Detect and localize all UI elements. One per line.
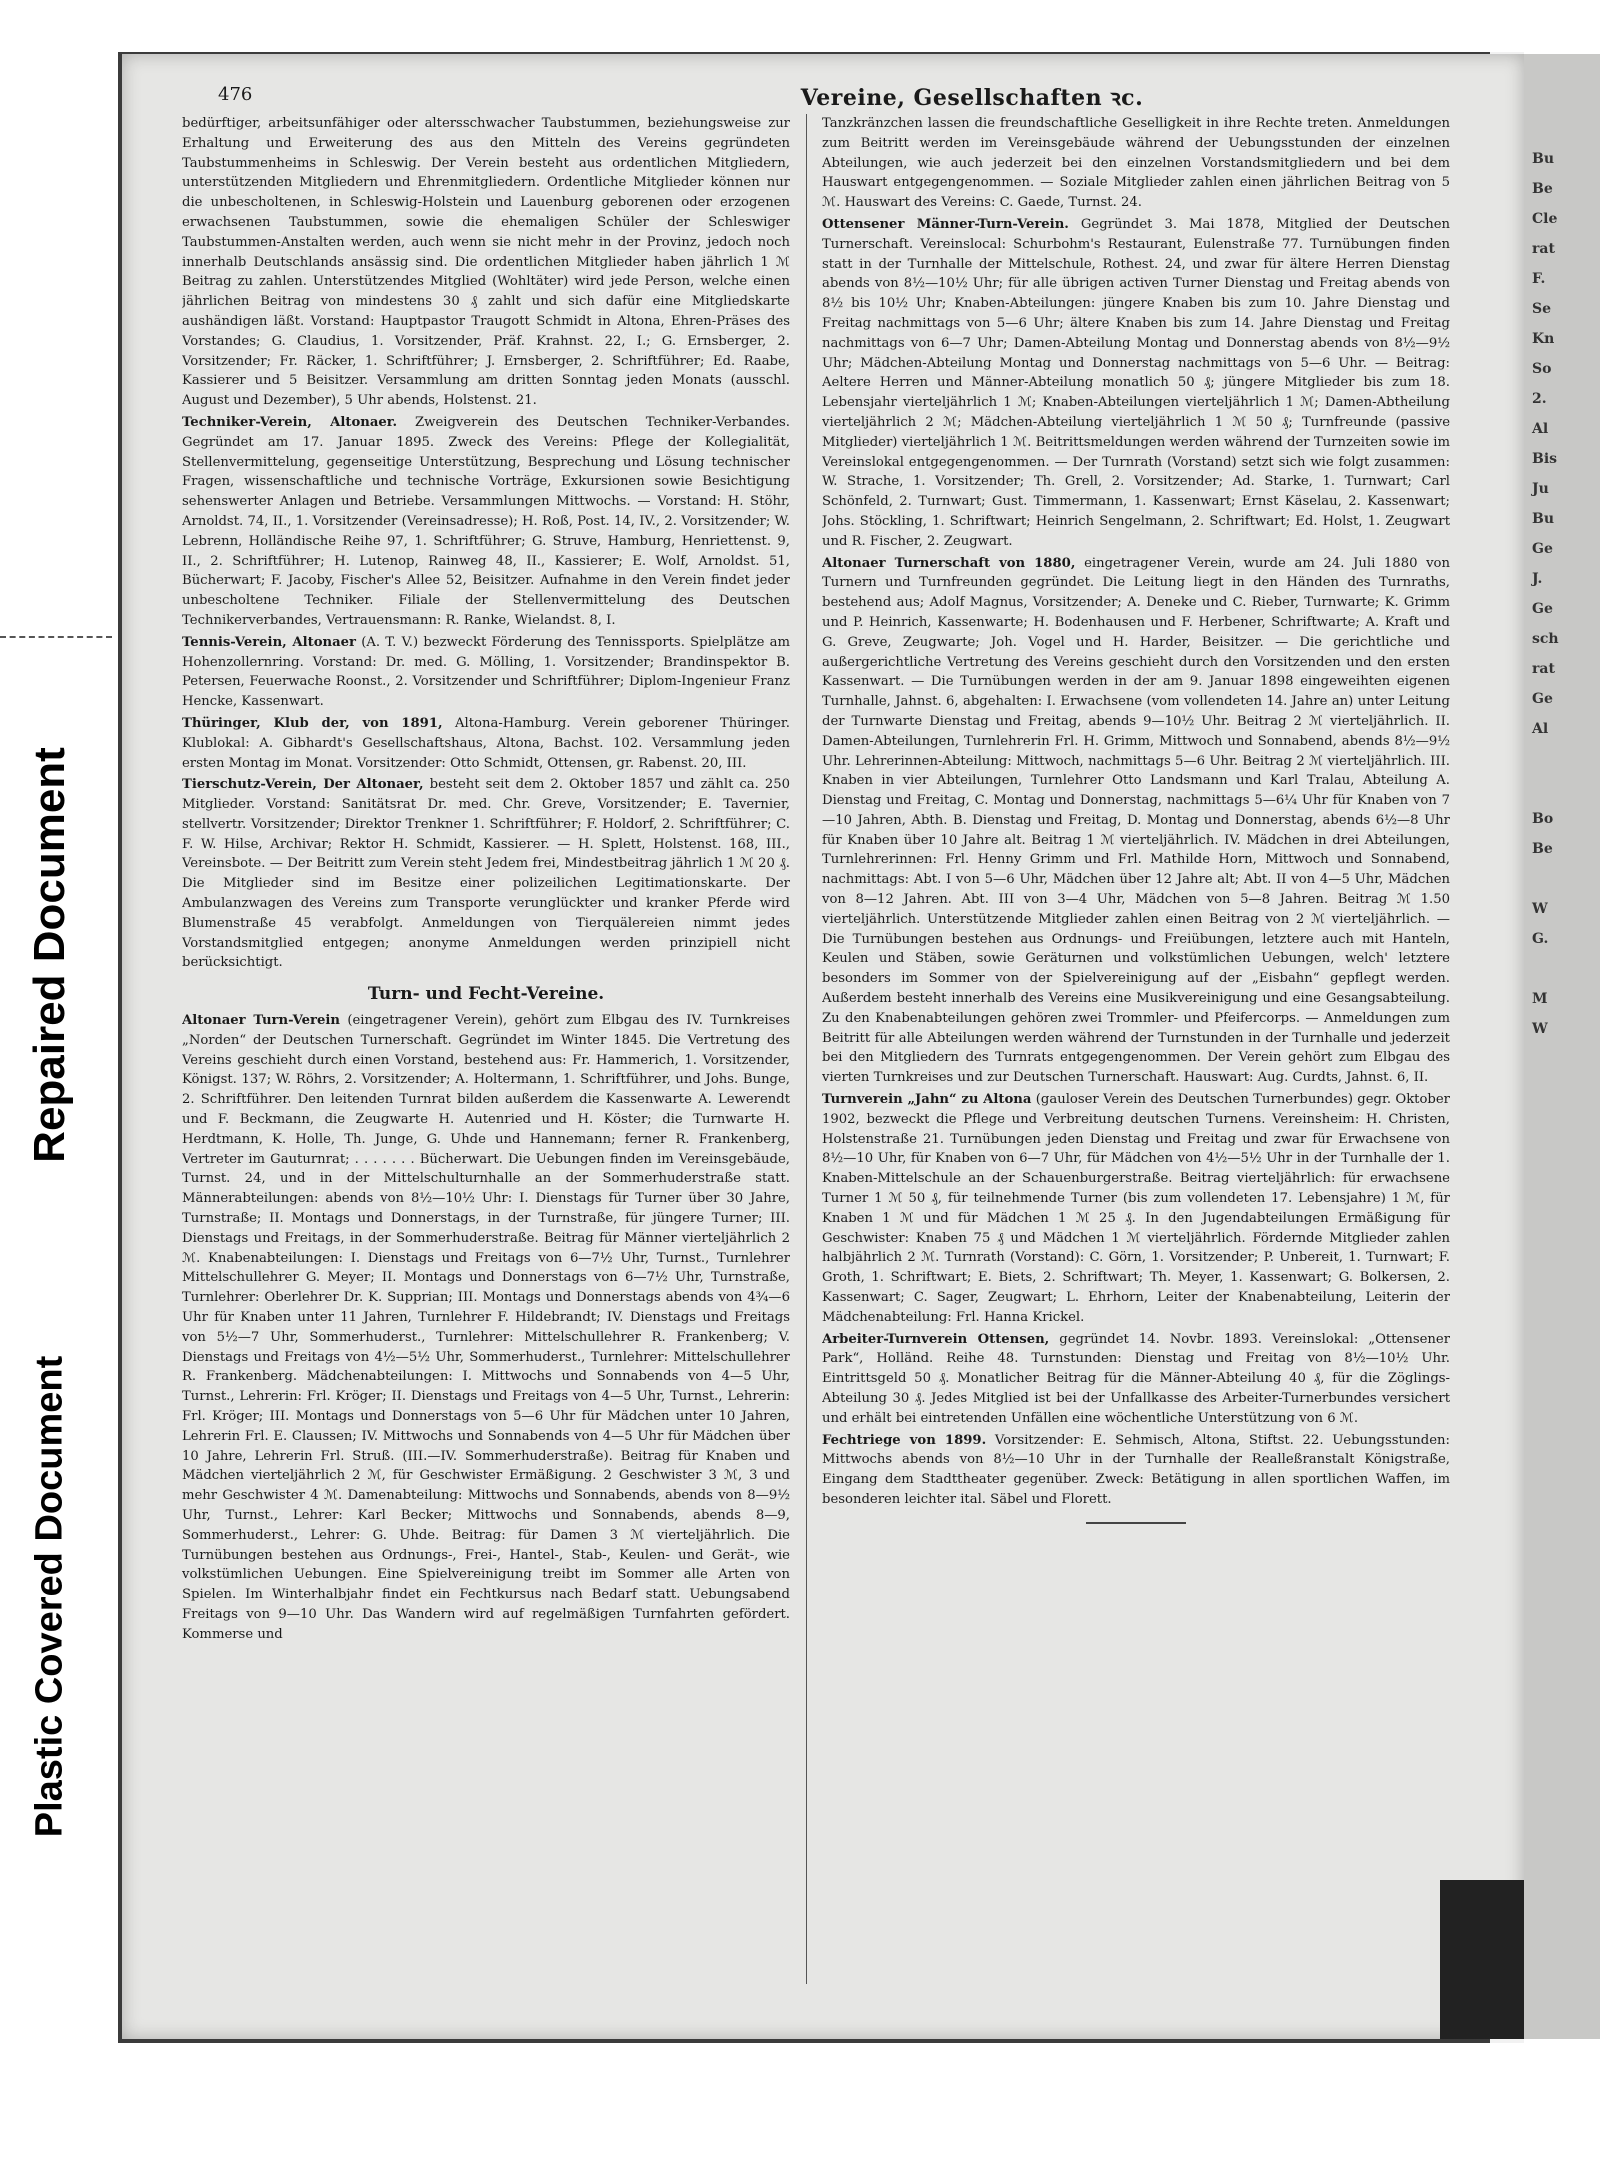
tennis-text: (A. T. V.) bezweckt Förderung des Tennissports. Spielplätze am Hohenzollernring. Vorstand: Dr. med. G. Mölling, 1. Vorsitzender; Brandinspektor B. Petersen, Feuerwache Roonst., 2. Vorsitzender und Schriftführer; Diplom-Ingenieur Franz Hencke, Kassenwart.	[182, 634, 790, 710]
turnverein-text: (eingetragener Verein), gehört zum Elbgau des IV. Turnkreises „Norden“ der Deutschen Turnerschaft. Gegründet im Winter 1845. Die Vertretung des Vereins geschieht durch einen Vorstand, bestehend aus: Fr. Hammerich, 1. Vorsitzender, Königst. 137; W. Röhrs, 2. Vorsitzender; A. Holtermann, 1. Schriftführer, und Johs. Bunge, 2. Schriftführer. Den leitenden Turnrat bilden außerdem die Kassenwarte A. Lewerendt und F. Beckmann, die Zeugwarte H. Autenried und H. Köster; die Turnwarte H. Herdtmann, K. Holle, Th. Junge, G. Uhde und Hannemann; ferner R. Frankenberg, Vertreter im Gauturnrat; . . . . . . . Bücherwart. Die Uebungen finden im Vereinsgebäude, Turnst. 24, und in der Mittelschulturnhalle an der Sommerhuderstraße statt. Männerabteilungen: abends von 8½—10½ Uhr: I. Dienstags für Turner über 30 Jahre, Turnstraße; II. Montags und Donnerstags, in der Turnstraße, für jüngere Turner; III. Dienstags und Freitags, in der Sommerhuderstraße. Beitrag für Männer vierteljährlich 2 ℳ. Knabenabteilungen: I. Dienstags und Freitags von 6—7½ Uhr, Turnst., Turnlehrer Mittelschullehrer G. Meyer; II. Montags und Donnerstags von 6—7½ Uhr, Turnstraße, Turnlehrer: Oberlehrer Dr. K. Supprian; III. Montags und Donnerstags abends von 4¾—6 Uhr für Knaben unter 11 Jahren, Turnlehrer F. Hildebrandt; IV. Dienstags und Freitags von 5½—7 Uhr, Sommerhuderst., Turnlehrer: Mittelschullehrer R. Frankenberg; V. Dienstags und Freitags von 4½—5½ Uhr, Sommerhuderst., Turnlehrer: Mittelschullehrer R. Frankenberg. Mädchenabteilungen: I. Mittwochs und Sonnabends von 4—5 Uhr, Turnst., Lehrerin: Frl. Kröger; II. Dienstags und Freitags von 4—5 Uhr, Turnst., Lehrerin: Frl. Kröger; III. Montags und Donnerstags von 5—6 Uhr für Mädchen unter 10 Jahren, Lehrerin Frl. E. Claussen; IV. Mittwochs und Sonnabends von 4—5 Uhr für Mädchen über 10 Jahre, Lehrerin Frl. Struß. (III.—IV. Sommerhuderstraße). Beitrag für Knaben und Mädchen vierteljährlich 2 ℳ, für Geschwister Ermäßigung. 2 Geschwister 3 ℳ, 3 und mehr Geschwister 4 ℳ. Damenabteilung: Mittwochs und Sonnabends, abends von 8—9½ Uhr, Turnst., Lehrer: Karl Becker; Mittwochs und Sonnabends, abends 8—9, Sommerhuderst., Lehrer: G. Uhde. Beitrag: für Damen 3 ℳ vierteljährlich. Die Turnübungen bestehen aus Ordnungs-, Frei-, Hantel-, Stab-, Keulen- und Gerät-, wie volkstümlichen Uebungen. Eine Spielvereinigung treibt im Sommer alle Arten von Spielen. Im Winterhalbjahr findet ein Fechtkursus nach Bedarf statt. Uebungsabend Freitags von 9—10 Uhr. Das Wandern wird auf regelmäßigen Turnfahrten gefördert. Kommerse und	[182, 1013, 790, 1642]
tennis-title: Tennis-Verein, Altonaer	[182, 634, 356, 650]
continuation-paragraph: Tanzkränzchen lassen die freundschaftliche Geselligkeit in ihre Rechte treten. Anmeldungen zum Beitritt werden im Vereinsgebäude während der Uebungsstunden der einzelnen Abteilungen, wie auch jederzeit bei den einzelnen Vorstandsmitgliedern und bei dem Hauswart entgegengenommen. — Soziale Mitglieder zahlen einen jährlichen Beitrag von 5 ℳ. Hauswart des Vereins: C. Gaede, Turnst. 24.	[822, 116, 1450, 211]
intro-paragraph: bedürftiger, arbeitsunfähiger oder altersschwacher Taubstummen, beziehungsweise zur Erhaltung und Erweiterung des aus den Mitteln des Vereins gegründeten Taubstummenheims in Schleswig. Der Verein besteht aus ordentlichen Mitgliedern, unterstützenden Mitgliedern und Ehrenmitgliedern. Ordentliche Mitglieder können nur die unbescholtenen, in Schleswig-Holstein und Lauenburg geborenen oder erzogenen erwachsenen Taubstummen, sowie die ehemaligen Schüler der Schleswiger Taubstummen-Anstalten werden, auch wenn sie nicht mehr in der Provinz, jedoch noch innerhalb Deutschlands ansässig sind. Die ordentlichen Mitglieder haben jährlich 1 ℳ Beitrag zu zahlen. Unterstützendes Mitglied (Wohltäter) wird jede Person, welche einen jährlichen Beitrag von mindestens 30 ₰ zahlt und sich dafür eine Mitgliedskarte aushändigen läßt. Vorstand: Hauptpastor Traugott Schmidt in Altona, Ehren-Präses des Vorstandes; G. Claudius, 1. Vorsitzender, Präf. Krahnst. 22, I.; G. Ernsberger, 2. Vorsitzender; Fr. Räcker, 1. Schriftführer; J. Ernsberger, 2. Schriftführer; Ed. Raabe, Kassierer und 5 Beisitzer. Versammlung am dritten Sonntag jeden Monats (ausschl. August und Dezember), 5 Uhr abends, Holstenst. 21.	[182, 116, 790, 409]
thueringer-entry	[182, 714, 790, 773]
turnverein-title: Altonaer Turn-Verein	[182, 1013, 340, 1029]
turnerschaft-entry	[822, 554, 1450, 1089]
turnerschaft-text: eingetragener Verein, wurde am 24. Juli 1880 von Turnern und Turnfreunden gegründet. Die Leitung liegt in den Händen des Turnraths, bestehend aus; Adolf Magnus, Vorsitzender; A. Deneke und C. Rieber, Turnwarte; K. Grimm und P. Heinrich, Kassenwarte; H. Bodenhausen und F. Herbener, Schriftwarte; A. Kraft und G. Greve, Zeugwarte; Joh. Vogel und H. Harder, Beisitzer. — Die gerichtliche und außergerichtliche Vertretung des Vereins geschieht durch den Vorsitzenden und den ersten Kassenwart. — Die Turnübungen werden in der am 9. Januar 1898 eingeweihten eigenen Turnhalle, Jahnst. 6, abgehalten: I. Erwachsene (vom vollendeten 14. Jahre an) unter Leitung der Turnwarte Dienstag und Freitag, abends 9—10½ Uhr. Beitrag 2 ℳ vierteljährlich. II. Damen-Abteilungen, Turnlehrerin Frl. H. Grimm, Mittwoch und Sonnabend, abends 8½—9½ Uhr. Lehrerinnen-Abteilung: Mittwoch, nachmittags 5—6 Uhr. Beitrag 2 ℳ vierteljährlich. III. Knaben in vier Abteilungen, Turnlehrer Otto Landsmann und Karl Tralau, Abteilung A. Dienstag und Freitag, C. Montag und Donnerstag, nachmittags 5—6¼ Uhr für Knaben von 7—10 Jahren, Abth. B. Dienstag und Freitag, D. Montag und Donnerstag, abends 6½—8 Uhr für Knaben über 10 Jahre alt. Beitrag 1 ℳ vierteljährlich. IV. Mädchen in drei Abteilungen, Turnlehrerinnen: Frl. Henny Grimm und Frl. Mathilde Horn, Mittwoch und Sonnabend, nachmittags: Abt. I von 5—6 Uhr, Mädchen über 12 Jahre alt; Abt. II von 4—5 Uhr, Mädchen von 8—12 Jahren. Abt. III von 3—4 Uhr, Mädchen von 5—8 Jahren. Beitrag ℳ 1.50 vierteljährlich. Unterstützende Mitglieder zahlen einen Beitrag von 2 ℳ vierteljährlich. — Die Turnübungen bestehen aus Ordnungs- und Freiübungen, letztere auch mit Hanteln, Keulen und Stäben, sowie Geräturnen und volkstümlichen Uebungen, welch' letztere besonders im Sommer von der Spielvereinigung auf der „Eisbahn“ gepflegt werden. Außerdem besteht innerhalb des Vereins eine Musikvereinigung und eine Gesangsabteilung. Zu den Knabenabteilungen gehören zwei Trommler- und Pfeifercorps. — Anmeldungen zum Beitritt für alle Abteilungen werden während der Turnstunden in der Turnhalle und jederzeit bei den Mitgliedern des Turnrats entgegengenommen. Der Verein gehört zum Elbgau des vierten Turnkreises und zur Deutschen Turnerschaft. Hauswart: Aug. Curdts, Jahnst. 6, II.	[822, 555, 1450, 1086]
fechtriege-title: Fechtriege von 1899.	[822, 1432, 987, 1448]
left-column	[182, 114, 790, 1979]
techniker-text: Zweigverein des Deutschen Techniker-Verbandes. Gegründet am 17. Januar 1895. Zweck des Vereins: Pflege der Kollegialität, Stellenvermittelung, gegenseitige Unterstützung, Besprechung und Lösung technischer Fragen, wissenschaftliche und technische Vorträge, Exkursionen sowie Besichtigung sehenswerter Anlagen und Betriebe. Versammlungen Mittwochs. — Vorstand: H. Stöhr, Arnoldst. 74, II., 1. Vorsitzender (Vereinsadresse); H. Roß, Post. 14, IV., 2. Vorsitzender; W. Lebrenn, Holländische Reihe 97, 1. Schriftführer; G. Struve, Hamburg, Henriettenst. 9, II., 2. Schriftführer; H. Lutenop, Rainweg 48, II., Kassierer; E. Wolf, Arnoldst. 51, Bücherwart; F. Jacoby, Fischer's Allee 52, Beisitzer. Aufnahme in den Verein findet jeder unbescholtene Techniker. Filiale der Stellenvermittelung des Deutschen Technikerverbandes, Vertrauensmann: R. Ranke, Wielandst. 8, I.	[182, 414, 790, 628]
jahn-entry	[822, 1090, 1450, 1328]
ottensener-entry	[822, 215, 1450, 552]
right-column	[822, 114, 1450, 1979]
jahn-title: Turnverein „Jahn“ zu Altona	[822, 1092, 1032, 1108]
jahn-text: (gauloser Verein des Deutschen Turnerbundes) gegr. Oktober 1902, bezweckt die Pflege und Verbreitung deutschen Turnens. Vereinsheim: H. Christen, Holstenstraße 21. Turnübungen jeden Dienstag und Freitag und zwar für Erwachsene von 8½—10 Uhr, für Knaben von 6—7 Uhr, für Mädchen von 4½—5½ Uhr in der Turnhalle der 1. Knaben-Mittelschule an der Schauenburgerstraße. Beitrag vierteljährlich: für erwachsene Turner 1 ℳ 50 ₰, für teilnehmende Turner (bis zum vollendeten 17. Lebensjahre) 1 ℳ, für Knaben 1 ℳ und für Mädchen 1 ℳ 25 ₰. In den Jugendabteilungen Ermäßigung für Geschwister: Knaben 75 ₰ und Mädchen 1 ℳ vierteljährlich. Fördernde Mitglieder zahlen halbjährlich 2 ℳ. Turnrath (Vorstand): C. Görn, 1. Vorsitzender; P. Unbereit, 1. Turnwart; F. Groth, 1. Schriftwart; E. Biets, 2. Schriftwart; Th. Meyer, 1. Kassenwart; G. Bolkersen, 2. Kassenwart; C. Sager, Zeugwart; L. Ehrhorn, Leiter der Knabenabteilung, Leiterin der Mädchenabteilung: Frl. Hanna Krickel.	[822, 1092, 1450, 1325]
tierschutz-title: Tierschutz-Verein, Der Altonaer,	[182, 777, 424, 793]
column-divider	[806, 114, 807, 1984]
side-labels	[0, 0, 100, 2177]
turnerschaft-title: Altonaer Turnerschaft von 1880,	[822, 555, 1076, 571]
ottensener-text: Gegründet 3. Mai 1878, Mitglied der Deutschen Turnerschaft. Vereinslocal: Schurbohm's Restaurant, Eulenstraße 77. Turnübungen finden statt in der Turnhalle der Mittelschule, Rothest. 24, und zwar für ältere Herren Dienstag abends von 8½—10½ Uhr; für alle übrigen activen Turner Dienstag und Freitag abends von 8½ bis 10½ Uhr; Knaben-Abteilungen: jüngere Knaben bis zum 10. Jahre Dienstag und Freitag nachmittags von 5—6 Uhr; ältere Knaben bis zum 14. Jahre Dienstag und Freitag nachmittags von 6—7 Uhr; Damen-Abteilung Montag und Donnerstag abends von 8½—9½ Uhr; Mädchen-Abteilung Montag und Donnerstag nachmittags von 5—6 Uhr. — Beitrag: Aeltere Herren und Männer-Abteilung monatlich 50 ₰; jüngere Mitglieder bis zum 18. Lebensjahr vierteljährlich 1 ℳ; Knaben-Abteilungen vierteljährlich 1 ℳ; Damen-Abtheilung vierteljährlich 2 ℳ; Mädchen-Abteilung vierteljährlich 1 ℳ 50 ₰; Turnfreunde (passive Mitglieder) vierteljährlich 1 ℳ. Beitrittsmeldungen werden während der Turnzeiten sowie im Vereinslokal entgegengenommen. — Der Turnrath (Vorstand) setzt sich wie folgt zusammen: W. Strache, 1. Vorsitzender; Th. Grell, 2. Vorsitzender; Ad. Starke, 1. Turnwart; Carl Schönfeld, 2. Turnwart; Gust. Timmermann, 1. Kassenwart; Ernst Käselau, 2. Kassenwart; Johs. Stöckling, 1. Schriftwart; Heinrich Sengelmann, 2. Schriftwart; Ed. Holst, 1. Zeugwart und R. Fischer, 2. Zeugwart.	[822, 216, 1450, 549]
page-number: 476	[218, 84, 253, 105]
adjacent-page-fragments: Bu Be Cle rat F. Se Kn So 2. Al Bis Ju Bu Ge J. Ge sch rat Ge Al Bo Be W G. M W	[1532, 151, 1559, 1037]
section-heading: Turn- und Fecht-Vereine.	[367, 984, 605, 1005]
document-page	[122, 54, 1524, 2039]
tierschutz-entry	[182, 775, 790, 973]
thueringer-title: Thüringer, Klub der, von 1891,	[182, 715, 443, 731]
closing-rule	[1086, 1522, 1186, 1524]
techniker-title: Techniker-Verein, Altonaer.	[182, 414, 398, 430]
arbeiter-title: Arbeiter-Turnverein Ottensen,	[822, 1331, 1050, 1347]
turnverein-entry	[182, 1011, 790, 1645]
tennis-entry	[182, 633, 790, 712]
thueringer-text: Altona-Hamburg. Verein geborener Thüringer. Klublokal: A. Gibhardt's Gesellschaftshaus, Altona, Bachst. 102. Versammlung jeden ersten Montag im Monat. Vorsitzender: Otto Schmidt, Ottensen, gr. Rabenst. 20, III.	[182, 715, 790, 771]
fechtriege-entry	[822, 1431, 1450, 1510]
arbeiter-text: gegründet 14. Novbr. 1893. Vereinslokal: „Ottensener Park“, Holländ. Reihe 48. Turnstunden: Dienstag und Freitag von 8½—10½ Uhr. Eintrittsgeld 50 ₰. Monatlicher Beitrag für die Männer-Abteilung 40 ₰, für die Zöglings-Abteilung 30 ₰. Jedes Mitglied ist bei der Unfallkasse des Arbeiter-Turnerbundes versichert und erhält bei eintretenden Unfällen eine wöchentliche Unterstützung von 6 ℳ.	[822, 1331, 1450, 1426]
dashed-divider	[0, 636, 112, 638]
techniker-entry	[182, 413, 790, 631]
running-head: Vereine, Gesellschaften ꝛc.	[800, 85, 1144, 111]
fechtriege-text: Vorsitzender: E. Sehmisch, Altona, Stiftst. 22. Uebungsstunden: Mittwochs abends von 8½—10 Uhr in der Turnhalle der Realleßranstalt Königstraße, Eingang dem Stadttheater gegenüber. Zweck: Betätigung in allen sportlichen Waffen, im besonderen leichter ital. Säbel und Florett.	[822, 1432, 1450, 1507]
arbeiter-entry	[822, 1330, 1450, 1429]
adjacent-page-strip	[1524, 54, 1600, 2039]
repaired-document-label: Repaired Document	[25, 747, 74, 1163]
plastic-covered-document-label: Plastic Covered Document	[28, 1355, 71, 1838]
tierschutz-text: besteht seit dem 2. Oktober 1857 und zählt ca. 250 Mitglieder. Vorstand: Sanitätsrat Dr. med. Chr. Greve, Vorsitzender; E. Tavernier, stellvertr. Vorsitzender; Direktor Trenkner 1. Schriftführer; F. Holdorf, 2. Schriftführer; C. F. W. Hilse, Archivar; Rektor H. Schmidt, Kassierer. — H. Splett, Holstenst. 168, III., Vereinsbote. — Der Beitritt zum Verein steht Jedem frei, Mindestbeitrag jährlich 1 ℳ 20 ₰. Die Mitglieder sind im Besitze einer polizeilichen Legitimationskarte. Der Ambulanzwagen des Vereins zum Transporte verunglückter und kranker Pferde wird Blumenstraße 45 verabfolgt. Anmeldungen von Tierquälereien nimmt jedes Vorstandsmitglied entgegen; anonyme Anmeldungen werden prinzipiell nicht berücksichtigt.	[182, 777, 790, 971]
corner-shadow	[1440, 1880, 1524, 2039]
ottensener-title: Ottensener Männer-Turn-Verein.	[822, 216, 1069, 232]
